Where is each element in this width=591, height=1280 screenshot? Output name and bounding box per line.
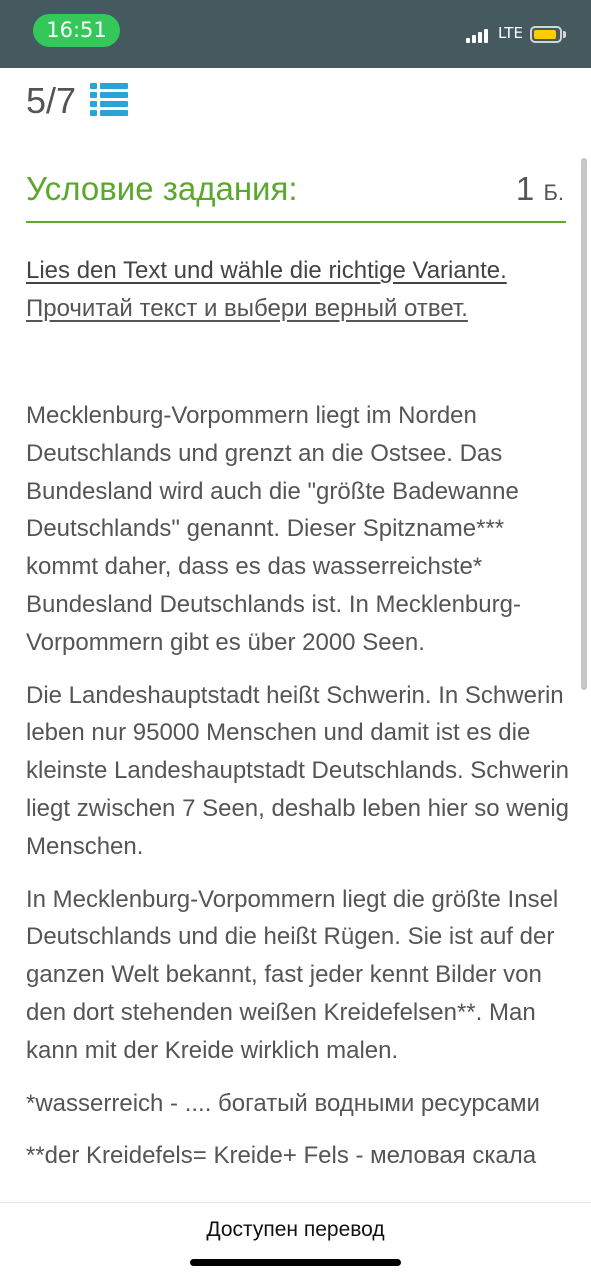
scrollbar[interactable] bbox=[581, 158, 587, 690]
footnote-2: **der Kreidefels= Kreide+ Fels - меловая скала bbox=[26, 1142, 537, 1170]
instruction-russian: Прочитай текст и выбери верный ответ. bbox=[26, 295, 468, 322]
translation-available-label[interactable]: Доступен перевод bbox=[206, 1218, 385, 1241]
battery-icon bbox=[530, 26, 562, 43]
footnote-1: *wasserreich - .... богатый водными ресурсами bbox=[26, 1089, 540, 1117]
signal-icon bbox=[466, 27, 492, 43]
status-time: 16:51 bbox=[33, 14, 120, 47]
paragraph-1: Mecklenburg-Vorpommern liegt im Norden Deutschlands und grenzt an die Ostsee. Das Bundesland wird auch die "größte Badewanne Deutschlands" genannt. Dieser Spitzname*** kommt daher, dass es das wasserreichste* Bundesland Deutschlands ist. In Mecklenburg-Vorpommern gibt es über 2000 Seen. bbox=[26, 402, 521, 656]
network-label: LTE bbox=[498, 24, 523, 42]
points-value: 1 bbox=[515, 170, 535, 207]
paragraph-2: Die Landeshauptstadt heißt Schwerin. In Schwerin leben nur 95000 Menschen und damit ist es die kleinste Landeshauptstadt Deutschlands. Schwerin liegt zwischen 7 Seen, deshalb leben hier so wenig Menschen. bbox=[26, 681, 570, 860]
points-unit: Б. bbox=[543, 180, 564, 205]
title-divider bbox=[26, 221, 566, 223]
battery-tip bbox=[563, 31, 566, 38]
reading-text bbox=[26, 397, 571, 1190]
instruction-german: Lies den Text und wähle die richtige Variante. bbox=[26, 257, 507, 284]
status-bar bbox=[0, 0, 591, 68]
task-title: Условие задания: bbox=[26, 170, 298, 207]
list-icon[interactable] bbox=[90, 82, 128, 116]
paragraph-3: In Mecklenburg-Vorpommern liegt die größte Insel Deutschlands und die heißt Rügen. Sie ist auf der ganzen Welt bekannt, fast jeder kennt Bilder von den dort stehenden weißen Kreidefelsen**. Man kann mit der Kreide wirklich malen. bbox=[26, 885, 559, 1064]
task-points bbox=[516, 170, 564, 208]
question-counter: 5/7 bbox=[26, 80, 77, 121]
home-indicator[interactable] bbox=[190, 1259, 401, 1266]
